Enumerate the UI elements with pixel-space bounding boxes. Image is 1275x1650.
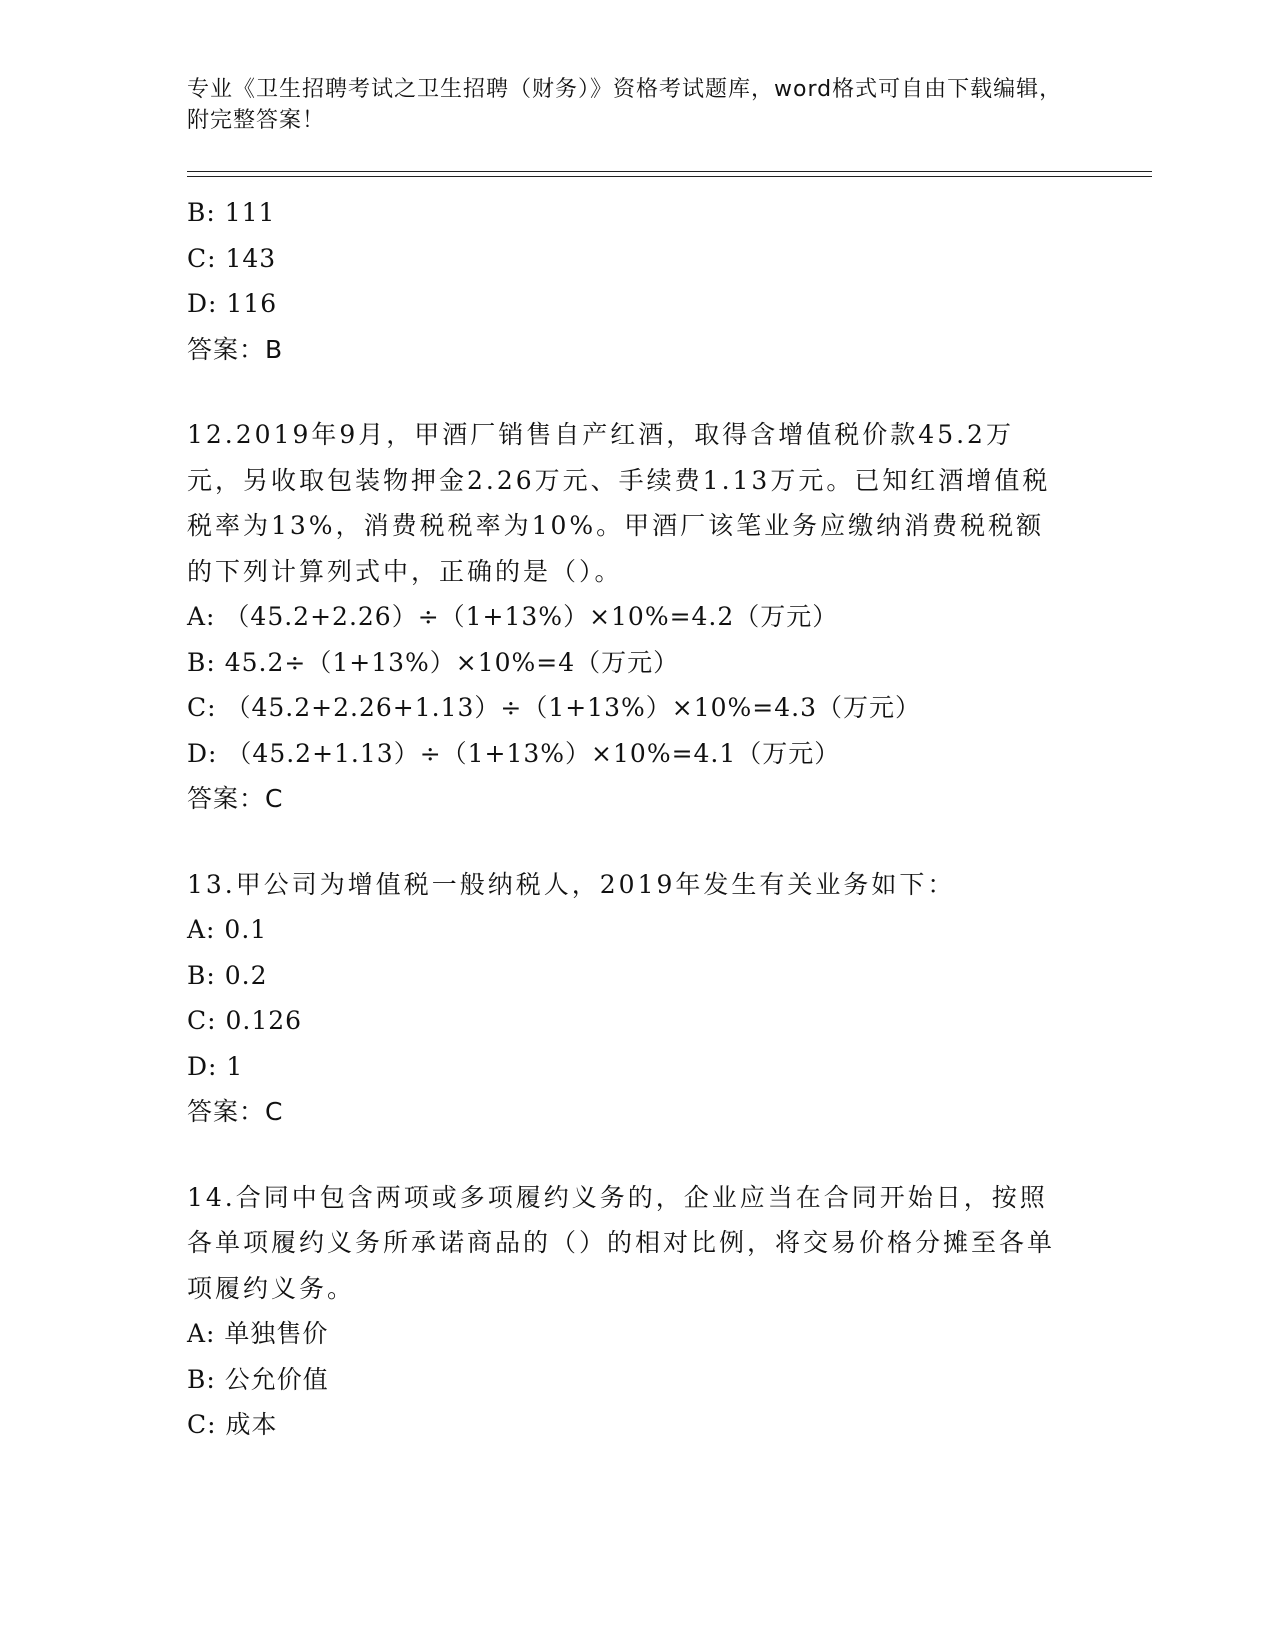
option-c: C: 成本	[187, 1410, 278, 1439]
option-b: B: 公允价值	[187, 1364, 329, 1394]
question-stem: 14.合同中包含两项或多项履约义务的，企业应当在合同开始日，按照各单项履约义务所承诺商品的（）的相对比例，将交易价格分摊至各单项履约义务。	[187, 1182, 1056, 1303]
answer: 答案：C	[187, 1097, 284, 1126]
question-list	[187, 190, 1087, 1448]
option-c: C: （45.2+2.26+1.13）÷（1+13%）×10%=4.3（万元）	[187, 693, 921, 722]
option-b: B: 111	[187, 198, 276, 227]
header-text: 专业《卫生招聘考试之卫生招聘（财务）》资格考试题库，word格式可自由下载编辑，附完整答案！	[187, 77, 1063, 133]
document-header	[187, 74, 1067, 136]
spacer	[187, 372, 1087, 412]
option-a: A: 0.1	[187, 915, 268, 944]
option-d: D: 1	[187, 1051, 244, 1081]
question-stem: 13.甲公司为增值税一般纳税人，2019年发生有关业务如下：	[187, 869, 956, 899]
answer: 答案：B	[187, 334, 284, 364]
question-11	[187, 190, 1087, 372]
header-rule-bottom	[187, 176, 1152, 177]
spacer	[187, 1135, 1087, 1175]
question-stem: 12.2019年9月，甲酒厂销售自产红酒，取得含增值税价款45.2万元，另收取包装物押金2.26万元、手续费1.13万元。已知红酒增值税税率为13%，消费税税率为10%。甲酒厂该笔业务应缴纳消费税税额的下列计算列式中，正确的是（）。	[187, 420, 1051, 586]
question-14	[187, 1175, 1087, 1448]
question-13	[187, 862, 1087, 1135]
option-c: C: 0.126	[187, 1006, 303, 1035]
option-d: D: 116	[187, 289, 278, 318]
spacer	[187, 822, 1087, 862]
question-12	[187, 412, 1087, 822]
option-d: D: （45.2+1.13）÷（1+13%）×10%=4.1（万元）	[187, 738, 841, 768]
option-c: C: 143	[187, 243, 277, 273]
option-b: B: 45.2÷（1+13%）×10%=4（万元）	[187, 647, 680, 677]
option-a: A: （45.2+2.26）÷（1+13%）×10%=4.2（万元）	[187, 602, 839, 631]
option-b: B: 0.2	[187, 960, 268, 990]
header-rule-top	[187, 171, 1152, 172]
option-a: A: 单独售价	[187, 1319, 329, 1348]
answer: 答案：C	[187, 784, 284, 813]
